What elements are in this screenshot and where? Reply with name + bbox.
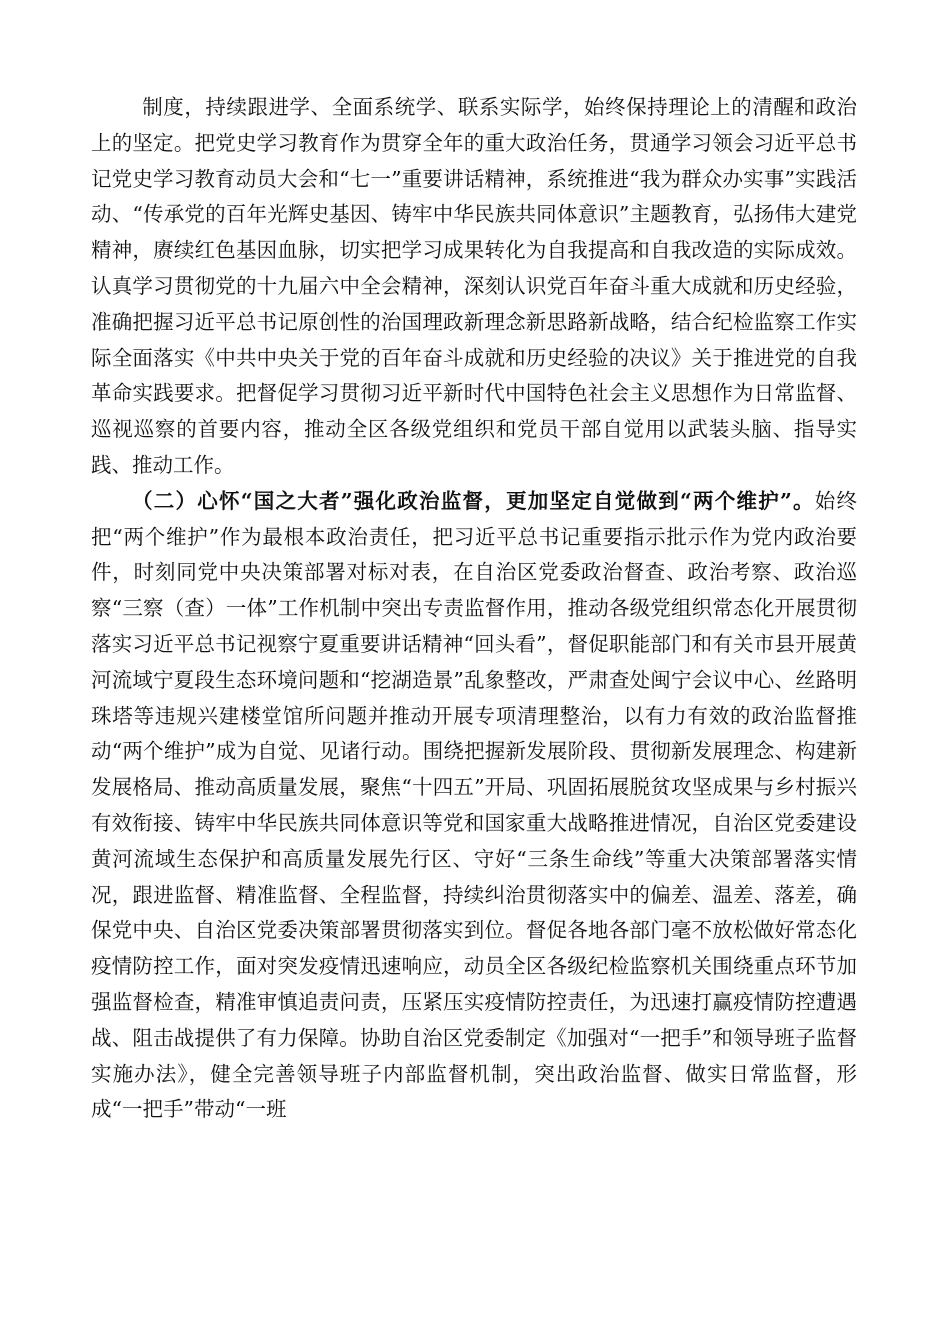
paragraph-1 (91, 90, 857, 484)
section-heading-2: （二）心怀“国之大者”强化政治监督，更加坚定自觉做到“两个维护”。 (132, 488, 815, 513)
paragraph-2-text: 始终把“两个维护”作为最根本政治责任，把习近平总书记重要指示批示作为党内政治要件，时刻同党中央决策部署对标对表，在自治区党委政治督查、政治考察、政治巡察“三察（查）一体”工作机制中突出专责监督作用，推动各级党组织常态化开展贯彻落实习近平总书记视察宁夏重要讲话精神“回头看”，督促职能部门和有关市县开展黄河流域宁夏段生态环境问题和“挖湖造景”乱象整改，严肃查处闽宁会议中心、丝路明珠塔等违规兴建楼堂馆所问题并推动开展专项清理整治，以有力有效的政治监督推动“两个维护”成为自觉、见诸行动。围绕把握新发展阶段、贯彻新发展理念、构建新发展格局、推动高质量发展，聚焦“十四五”开局、巩固拓展脱贫攻坚成果与乡村振兴有效衔接、铸牢中华民族共同体意识等党和国家重大战略推进情况，自治区党委建设黄河流域生态保护和高质量发展先行区、守好“三条生命线”等重大决策部署落实情况，跟进监督、精准监督、全程监督，持续纠治贯彻落实中的偏差、温差、落差，确保党中央、自治区党委决策部署贯彻落实到位。督促各地各部门毫不放松做好常态化疫情防控工作，面对突发疫情迅速响应，动员全区各级纪检监察机关围绕重点环节加强监督检查，精准审慎追责问责，压紧压实疫情防控责任，为迅速打赢疫情防控遭遇战、阻击战提供了有力保障。协助自治区党委制定《加强对“一把手”和领导班子监督实施办法》，健全完善领导班子内部监督机制，突出政治监督、做实日常监督，形成“一把手”带动“一班 (91, 488, 857, 1122)
document-body (91, 90, 857, 1128)
paragraph-2 (91, 484, 857, 1128)
paragraph-1-text: 制度，持续跟进学、全面系统学、联系实际学，始终保持理论上的清醒和政治上的坚定。把党史学习教育作为贯穿全年的重大政治任务，贯通学习领会习近平总书记党史学习教育动员大会和“七一”重要讲话精神，系统推进“我为群众办实事”实践活动、“传承党的百年光辉史基因、铸牢中华民族共同体意识”主题教育，弘扬伟大建党精神，赓续红色基因血脉，切实把学习成果转化为自我提高和自我改造的实际成效。认真学习贯彻党的十九届六中全会精神，深刻认识党百年奋斗重大成就和历史经验，准确把握习近平总书记原创性的治国理政新理念新思路新战略，结合纪检监察工作实际全面落实《中共中央关于党的百年奋斗成就和历史经验的决议》关于推进党的自我革命实践要求。把督促学习贯彻习近平新时代中国特色社会主义思想作为日常监督、巡视巡察的首要内容，推动全区各级党组织和党员干部自觉用以武装头脑、指导实践、推动工作。 (91, 95, 857, 477)
